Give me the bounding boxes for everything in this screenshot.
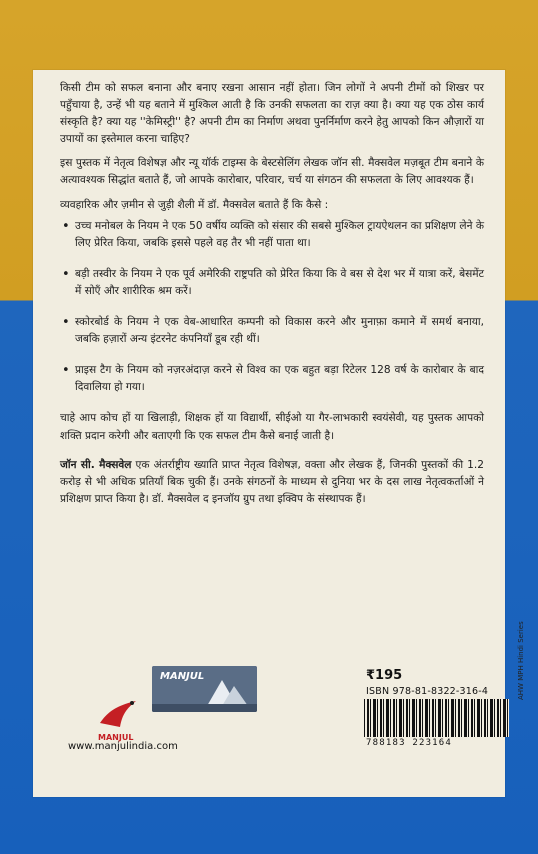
lead-in-paragraph: व्यवहारिक और ज़मीन से जुड़ी शैली में डॉ. मैक्सवेल बताते हैं कि कैसे : <box>60 198 329 211</box>
laws-list <box>60 218 484 397</box>
blurb <box>60 80 484 515</box>
list-item: • स्कोरबोर्ड के नियम ने एक वेब-आधारित कम्पनी को विकास करने और मुनाफ़ा कमाने में समर्थ बनाया, जबकि हज़ारों अन्य इंटरनेट कंपनियाँ डूब रही थीं। <box>60 314 484 348</box>
barcode-digits: 788183 223164 <box>366 738 453 748</box>
author-name: जॉन सी. मैक्सवेल <box>60 458 132 471</box>
about-book-paragraph: इस पुस्तक में नेतृत्व विशेषज्ञ और न्यू यॉर्क टाइम्स के बेस्टसेलिंग लेखक जॉन सी. मैक्सवेल मज़बूत टीम बनाने के अत्यावश्यक सिद्धांत बताते हैं, जो आपके कारोबार, परिवार, चर्च या संगठन की सफलता के लिए आवश्यक हैं। <box>60 157 484 187</box>
publisher-name: MANJUL <box>98 733 134 742</box>
list-item: • उच्च मनोबल के नियम ने एक 50 वर्षीय व्यक्ति को संसार की सबसे मुश्किल ट्रायऐथलन का प्रशिक्षण लेने के लिए प्रेरित किया, जबकि इससे पहले वह तैर भी नहीं पाता था। <box>60 218 484 252</box>
price: ₹195 <box>366 668 403 683</box>
author-bio: एक अंतर्राष्ट्रीय ख्याति प्राप्त नेतृत्व विशेषज्ञ, वक्ता और लेखक हैं, जिनकी पुस्तकों की 1.2 करोड़ से भी अधिक प्रतियाँ बिक चुकी हैं। उनके संगठनों के माध्यम से दुनिया भर के दस लाख नेतृत्वकर्ताओं ने प्रशिक्षण प्राप्त किया है। डॉ. मैक्सवेल द इनजॉय ग्रुप तथा इक्विप के संस्थापक हैं। <box>60 458 484 505</box>
bird-logo-icon <box>96 693 140 733</box>
intro-paragraph: किसी टीम को सफल बनाना और बनाए रखना आसान नहीं होता। जिन लोगों ने अपनी टीमों को शिखर पर पहुँचाया है, उन्हें भी यह बताने में मुश्किल आती है कि उनकी सफलता का राज़ क्या है। क्या यह एक ठोस कार्य संस्कृति है? क्या यह ''केमिस्ट्री'' है? अपनी टीम का निर्माण अथवा पुनर्निर्माण करने हेतु आपको किन औज़ारों या उपायों का इस्तेमाल करना चाहिए? <box>60 82 484 146</box>
isbn: ISBN 978-81-8322-316-4 <box>366 686 489 697</box>
barcode <box>364 699 509 737</box>
list-item: • बड़ी तस्वीर के नियम ने एक पूर्व अमेरिकी राष्ट्रपति को प्रेरित किया कि वे बस से देश भर में यात्रा करें, बेसमेंट में सोएँ और शारीरिक श्रम करें। <box>60 266 484 300</box>
stamp-label: MANJUL <box>160 671 205 682</box>
website-link[interactable]: www.manjulindia.com <box>68 741 178 752</box>
closing-paragraph: चाहे आप कोच हों या खिलाड़ी, शिक्षक हों या विद्यार्थी, सीईओ या गैर-लाभकारी स्वयंसेवी, यह पुस्तक आपको शक्ति प्रदान करेगी और बताएगी कि एक सफल टीम कैसे बनाई जाती है। <box>60 412 484 442</box>
list-item: • प्राइस टैग के नियम को नज़रअंदाज़ करने से विश्व का एक बहुत बड़ा रिटेलर 128 वर्ष के कारोबार के बाद दिवालिया हो गया। <box>60 362 484 396</box>
author-paragraph <box>60 457 484 508</box>
series-label: AHW MPH Hindi Series <box>517 621 525 700</box>
